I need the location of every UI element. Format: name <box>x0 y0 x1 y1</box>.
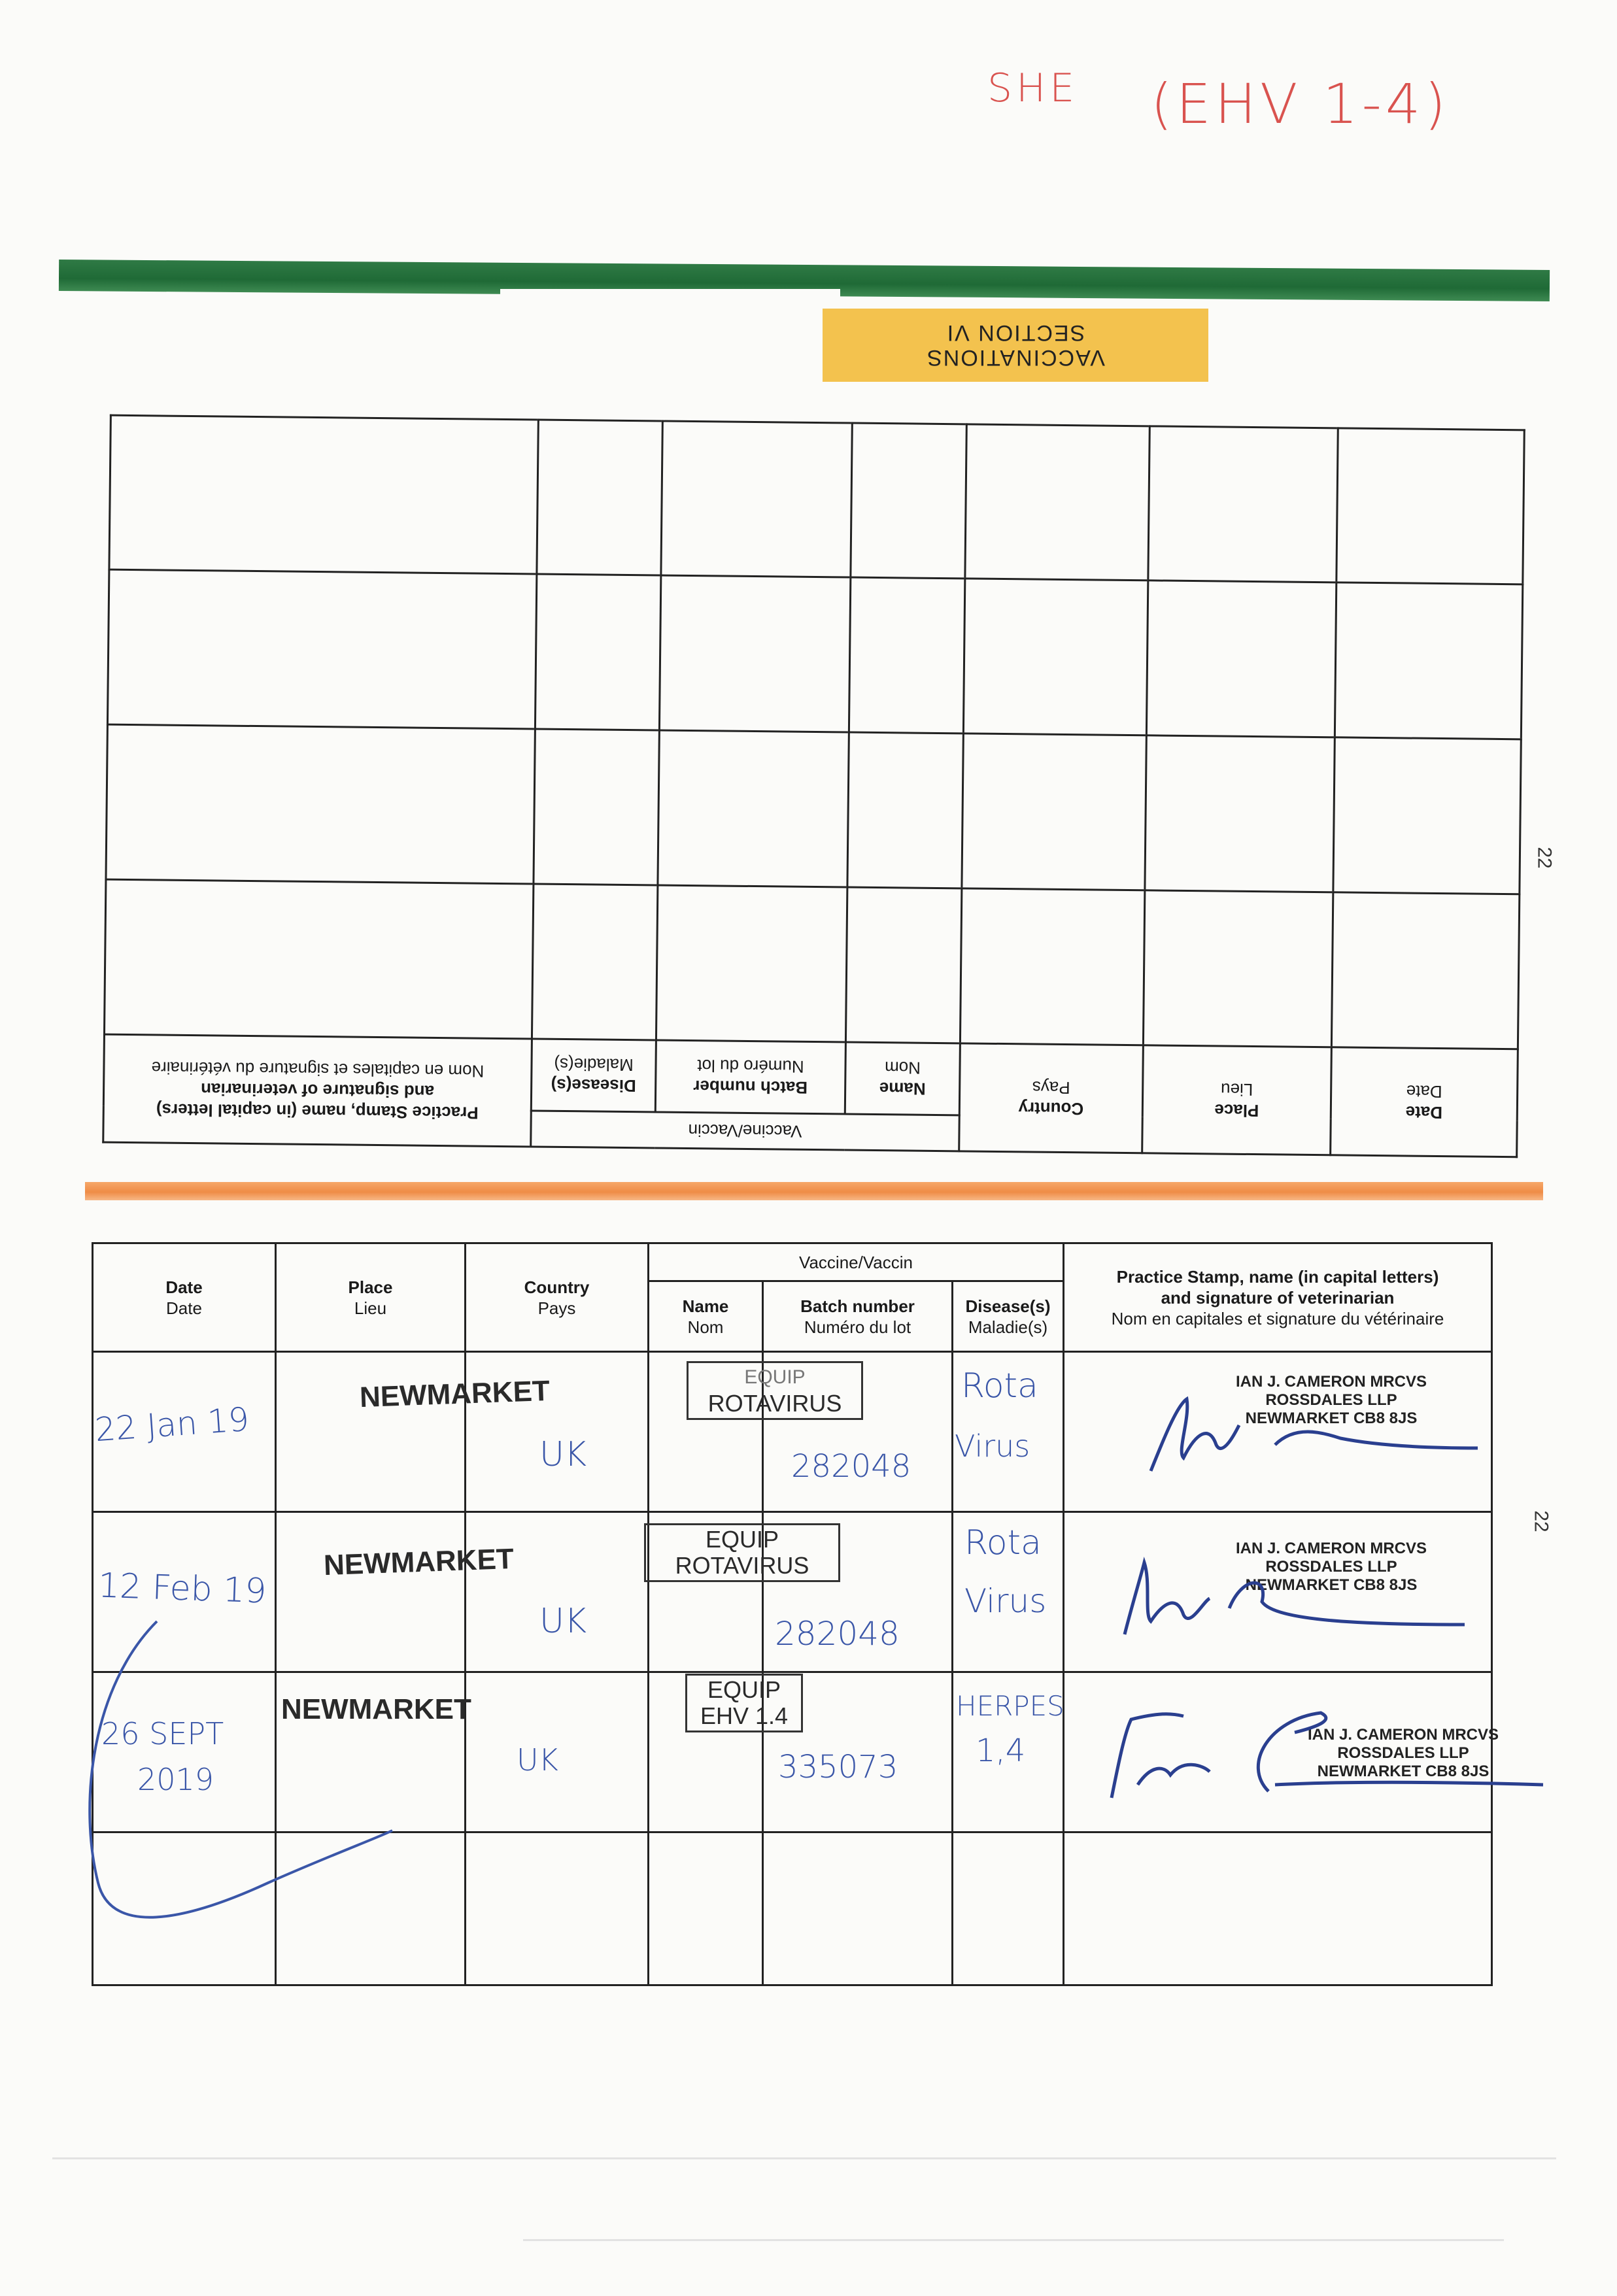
row1-batch: 282048 <box>791 1448 911 1485</box>
upper-disease-sub: Maladie(s) <box>554 1055 634 1075</box>
band-gap <box>500 289 840 303</box>
disease-label: Disease(s) <box>965 1296 1051 1316</box>
upper-stamp-sub: Nom en capitales et signature du vétérinaire <box>151 1058 485 1081</box>
row3-vaccine-line1: EQUIP <box>707 1676 781 1703</box>
header-disease <box>953 1281 1064 1352</box>
upper-header-disease <box>531 1039 656 1112</box>
stamp-label-line2: and signature of veterinarian <box>1161 1287 1395 1308</box>
row2-country: UK <box>539 1602 587 1641</box>
upper-name-label: Name <box>879 1079 926 1100</box>
lower-page-number: 22 <box>1530 1510 1552 1532</box>
section-title: VACCINATIONS <box>926 345 1105 370</box>
row2-signature <box>1105 1536 1471 1647</box>
bottom-page-edge-2 <box>523 2239 1504 2241</box>
header-stamp <box>1064 1243 1492 1352</box>
upper-row-1 <box>104 879 1519 1049</box>
upper-place-label: Place <box>1214 1100 1259 1121</box>
row2-vet-practice: ROSSDALES LLP <box>1265 1558 1397 1576</box>
row1-disease-1: Rota <box>961 1366 1038 1406</box>
upper-place-sub: Lieu <box>1220 1079 1253 1100</box>
row1-date: 22 Jan 19 <box>94 1400 250 1449</box>
row2-vaccine-line1: EQUIP <box>705 1526 779 1553</box>
country-label: Country <box>524 1277 590 1297</box>
place-sub: Lieu <box>354 1298 387 1318</box>
row3-vet-practice: ROSSDALES LLP <box>1337 1744 1469 1762</box>
upper-stamp-line2: and signature of veterinarian <box>201 1079 435 1102</box>
row3-disease-1: HERPES <box>956 1690 1064 1722</box>
row3-disease-2: 1,4 <box>976 1732 1026 1769</box>
row1-vet-address: NEWMARKET CB8 8JS <box>1245 1410 1418 1427</box>
upper-batch-label: Batch number <box>693 1077 808 1098</box>
row3-vet-name: IAN J. CAMERON MRCVS <box>1308 1726 1499 1744</box>
upper-date-sub: Date <box>1406 1081 1442 1102</box>
disease-sub: Maladie(s) <box>968 1317 1048 1337</box>
row2-disease-1: Rota <box>964 1523 1042 1562</box>
upper-country-sub: Pays <box>1032 1077 1070 1098</box>
upper-page-number: 22 <box>1533 847 1556 869</box>
upper-header-vaccine: Vaccine/Vaccin <box>531 1111 960 1151</box>
header-name <box>649 1281 763 1352</box>
bottom-page-edge <box>52 2157 1556 2159</box>
row1-vaccine-line1: EQUIP <box>744 1366 806 1388</box>
row2-date: 12 Feb 19 <box>97 1566 267 1612</box>
upper-row-3 <box>107 569 1522 739</box>
handwritten-note-ehv: (EHV 1-4) <box>1151 72 1450 136</box>
header-place <box>276 1243 466 1352</box>
header-country <box>466 1243 649 1352</box>
row1-vet-practice: ROSSDALES LLP <box>1265 1391 1397 1409</box>
upper-header-batch <box>655 1040 845 1114</box>
orange-divider-band <box>85 1182 1543 1200</box>
country-sub: Pays <box>537 1298 576 1318</box>
row2-vaccine-line2: ROTAVIRUS <box>675 1552 809 1579</box>
upper-vaccination-table <box>104 416 1525 1158</box>
upper-disease-label: Disease(s) <box>551 1075 636 1096</box>
row2-vet-name: IAN J. CAMERON MRCVS <box>1236 1540 1427 1557</box>
header-date <box>93 1243 276 1352</box>
upper-header-stamp <box>103 1034 532 1147</box>
place-label: Place <box>348 1277 393 1297</box>
row3-place-stamp: NEWMARKET <box>281 1693 471 1725</box>
upper-date-label: Date <box>1405 1102 1443 1123</box>
row3-country: UK <box>517 1742 558 1778</box>
row1-vaccine-stamp <box>687 1361 863 1420</box>
handwritten-note-she: SHE <box>987 65 1079 111</box>
section-label <box>823 309 1208 382</box>
upper-header-date <box>1331 1047 1518 1157</box>
section-subtitle: SECTION VI <box>945 320 1085 345</box>
row1-signature <box>1125 1379 1491 1484</box>
row3-vaccine-line2: EHV 1.4 <box>700 1702 789 1729</box>
row3-date-line2: 2019 <box>137 1762 214 1797</box>
stamp-label-line1: Practice Stamp, name (in capital letters) <box>1116 1266 1439 1287</box>
row3-batch: 335073 <box>778 1749 898 1785</box>
row2-vaccine-stamp <box>644 1523 840 1582</box>
batch-label: Batch number <box>800 1296 915 1316</box>
upper-country-label: Country <box>1018 1098 1084 1119</box>
row1-place-stamp: NEWMARKET <box>359 1374 551 1414</box>
row3-signature <box>1072 1693 1550 1811</box>
row1-disease-2: Virus <box>955 1428 1030 1464</box>
upper-header-place <box>1142 1045 1332 1155</box>
handwritten-bracket-stroke <box>52 1608 445 1948</box>
name-sub: Nom <box>687 1317 724 1337</box>
row3-date-line1: 26 SEPT <box>101 1716 224 1751</box>
upper-header-name <box>845 1042 960 1115</box>
upper-row-2 <box>106 724 1521 894</box>
name-label: Name <box>682 1296 729 1316</box>
row1-country: UK <box>539 1435 587 1474</box>
row2-place-stamp: NEWMARKET <box>323 1542 515 1582</box>
row1-vet-name: IAN J. CAMERON MRCVS <box>1236 1373 1427 1391</box>
header-batch <box>763 1281 953 1352</box>
upper-stamp-line1: Practice Stamp, name (in capital letters) <box>156 1100 479 1123</box>
row1-vaccine-line2: ROTAVIRUS <box>707 1390 842 1417</box>
batch-sub: Numéro du lot <box>804 1317 911 1337</box>
row3-vet-address: NEWMARKET CB8 8JS <box>1317 1763 1489 1780</box>
row2-batch: 282048 <box>775 1615 900 1653</box>
upper-batch-sub: Numéro du lot <box>697 1056 804 1077</box>
row2-vet-address: NEWMARKET CB8 8JS <box>1245 1576 1418 1594</box>
upper-row-4 <box>109 415 1524 584</box>
stamp-sub: Nom en capitales et signature du vétérinaire <box>1111 1308 1444 1328</box>
row3-vaccine-stamp <box>685 1674 803 1732</box>
header-vaccine: Vaccine/Vaccin <box>649 1243 1064 1281</box>
date-sub: Date <box>166 1298 202 1318</box>
date-label: Date <box>165 1277 203 1297</box>
upper-header-country <box>959 1043 1144 1153</box>
upper-name-sub: Nom <box>884 1058 921 1079</box>
row2-disease-2: Virus <box>964 1582 1047 1620</box>
